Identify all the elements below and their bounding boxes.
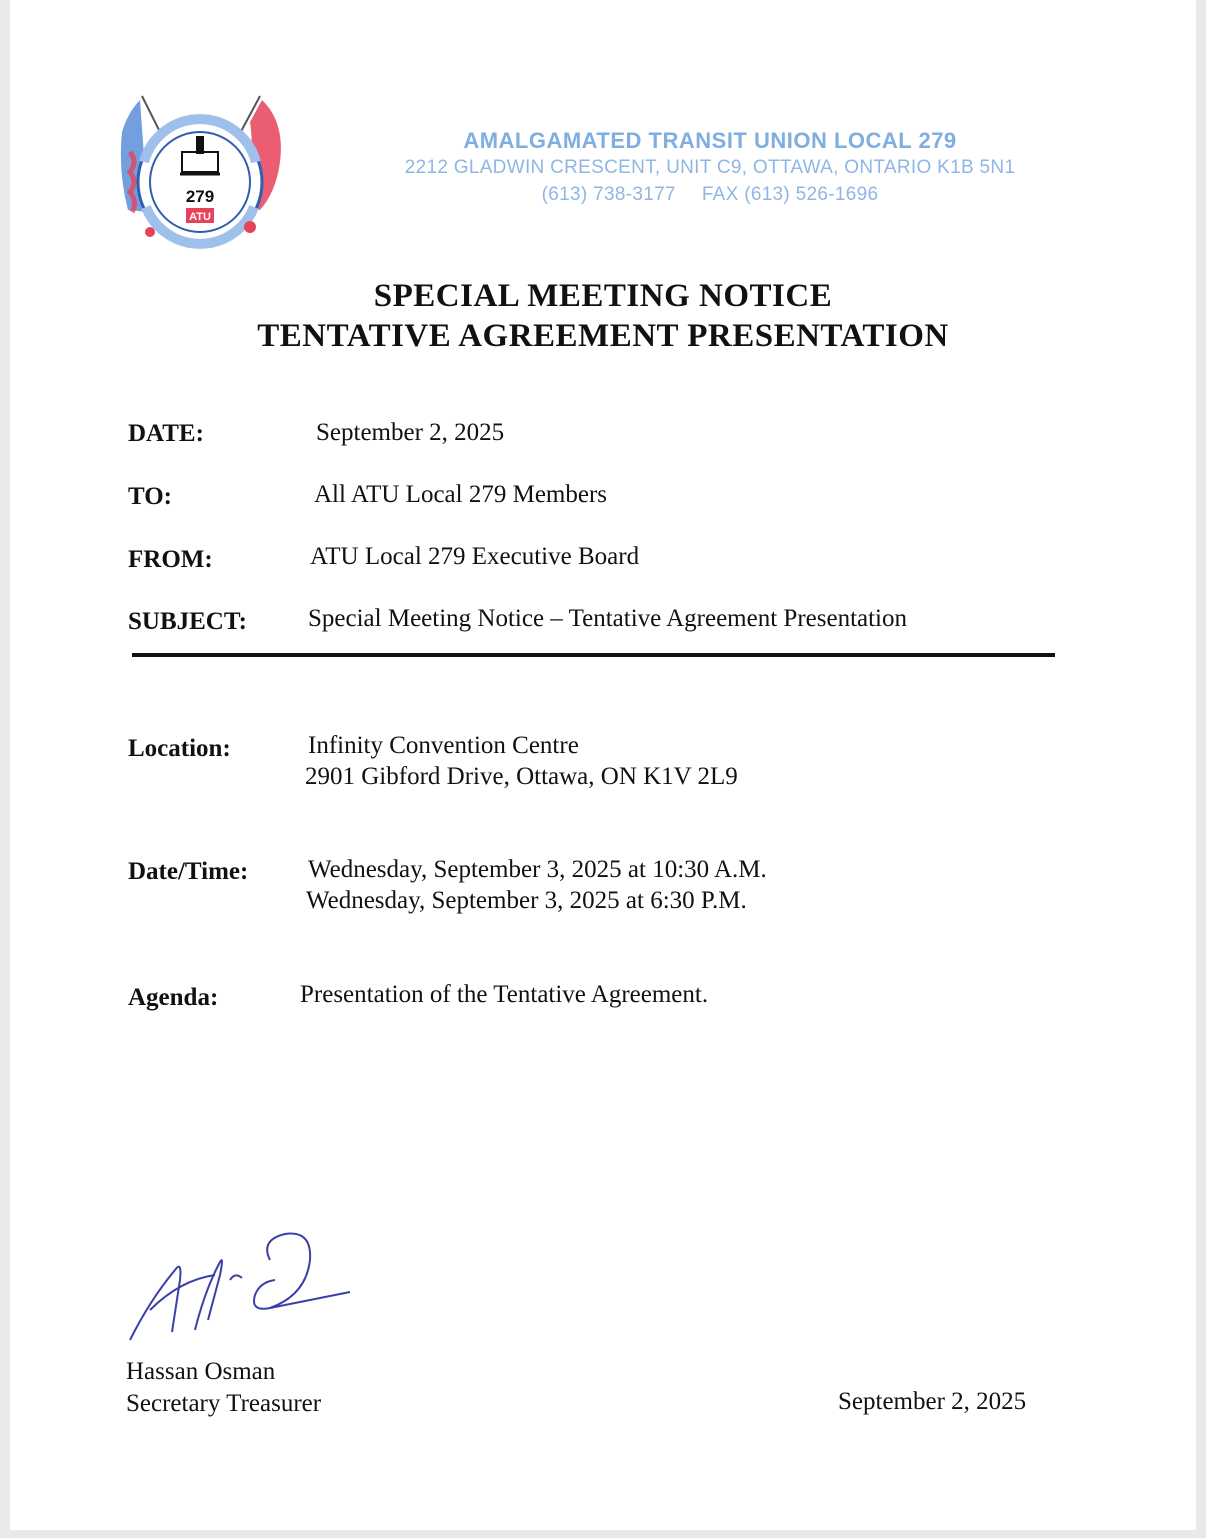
location-line2: 2901 Gibford Drive, Ottawa, ON K1V 2L9	[305, 763, 738, 790]
to-value: All ATU Local 279 Members	[314, 481, 608, 508]
header-divider	[132, 653, 1055, 657]
notice-title: SPECIAL MEETING NOTICE	[373, 278, 833, 314]
subject-label: SUBJECT:	[128, 608, 248, 635]
crest-badge: ATU	[189, 211, 211, 223]
agenda-label: Agenda:	[128, 984, 219, 1011]
subject-value: Special Meeting Notice – Tentative Agreement Presentation	[308, 605, 907, 632]
date-value: September 2, 2025	[316, 419, 505, 446]
from-label: FROM:	[128, 546, 213, 573]
notice-subtitle: TENTATIVE AGREEMENT PRESENTATION	[257, 318, 949, 354]
location-line1: Infinity Convention Centre	[308, 732, 579, 759]
atu-crest-icon	[110, 92, 290, 252]
signer-role: Secretary Treasurer	[126, 1390, 322, 1417]
handwritten-signature-icon	[120, 1220, 360, 1350]
datetime-label: Date/Time:	[128, 858, 249, 885]
signer-name: Hassan Osman	[126, 1358, 276, 1385]
date-label: DATE:	[128, 420, 204, 447]
from-value: ATU Local 279 Executive Board	[310, 543, 640, 570]
document-page	[10, 0, 1196, 1530]
signature-date: September 2, 2025	[838, 1388, 1027, 1415]
location-label: Location:	[128, 735, 231, 762]
letterhead-phone: (613) 738-3177	[541, 184, 676, 205]
letterhead-contact	[340, 184, 1080, 206]
datetime-line2: Wednesday, September 3, 2025 at 6:30 P.M.	[306, 887, 747, 914]
crest-number: 279	[185, 187, 215, 206]
letterhead-org-name: AMALGAMATED TRANSIT UNION LOCAL 279	[463, 128, 957, 153]
letterhead-address: 2212 GLADWIN CRESCENT, UNIT C9, OTTAWA, ONTARIO K1B 5N1	[404, 157, 1016, 178]
agenda-value: Presentation of the Tentative Agreement.	[300, 981, 709, 1008]
datetime-line1: Wednesday, September 3, 2025 at 10:30 A.M.	[308, 856, 767, 883]
to-label: TO:	[128, 483, 172, 510]
letterhead-fax: FAX (613) 526-1696	[701, 184, 879, 205]
